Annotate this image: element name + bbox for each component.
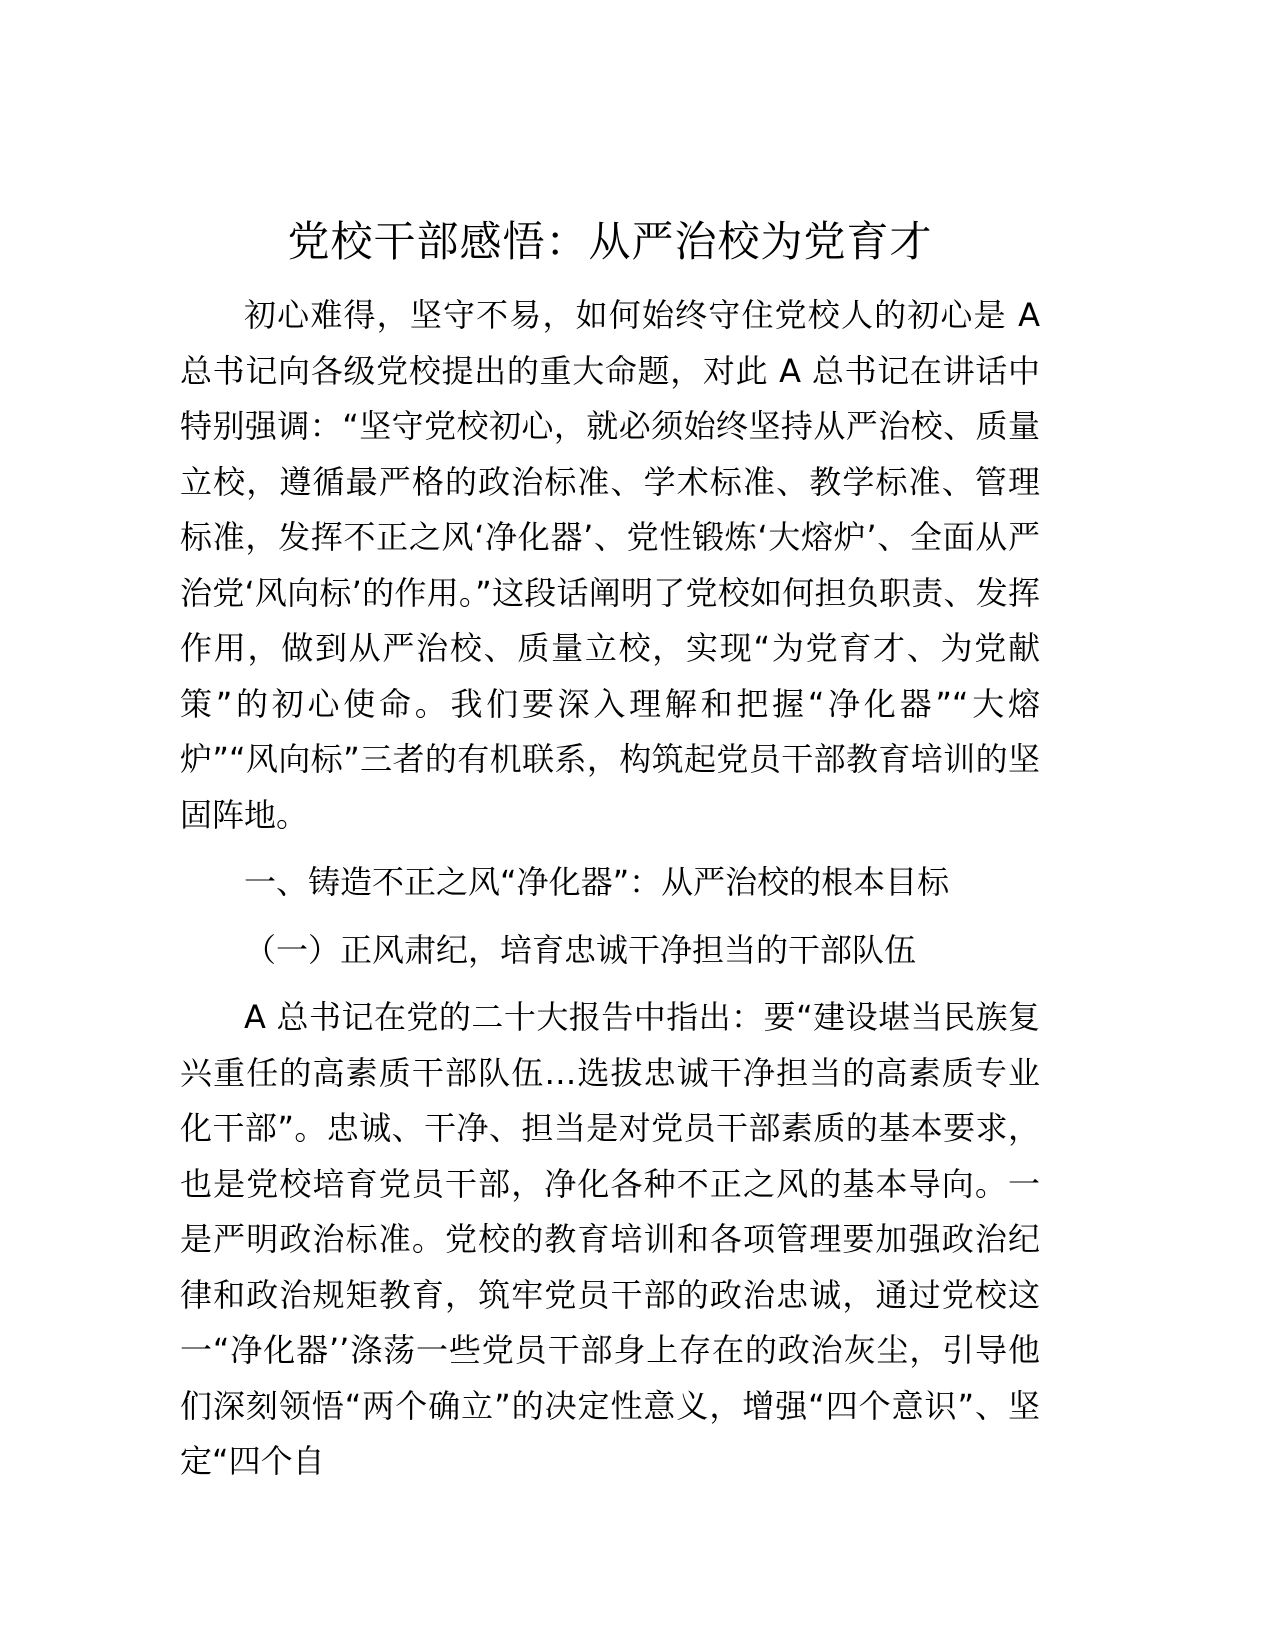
document-page [180,214,1040,1490]
document-title: 党校干部感悟：从严治校为党育才 [287,217,933,266]
body-paragraph-1: 初心难得，坚守不易，如何始终守住党校人的初心是 A 总书记向各级党校提出的重大命题，对此 A 总书记在讲话中特别强调：“坚守党校初心，就必须始终坚持从严治校、质量立校，遵循最严格的政治标准、学术标准、教学标准、管理标准，发挥不正之风‘净化器’、党性锻炼‘大熔炉’、全面从严治党‘风向标’的作用。”这段话阐明了党校如何担负职责、发挥作用，做到从严治校、质量立校，实现“为党育才、为党献策”的初心使命。我们要深入理解和把握“净化器”“大熔炉”“风向标”三者的有机联系，构筑起党员干部教育培训的坚固阵地。 [180,296,1040,834]
body-paragraph-2: A 总书记在党的二十大报告中指出：要“建设堪当民族复兴重任的高素质干部队伍…选拔忠诚干净担当的高素质专业化干部”。忠诚、干净、担当是对党员干部素质的基本要求，也是党校培育党员干部，净化各种不正之风的基本导向。一是严明政治标准。党校的教育培训和各项管理要加强政治纪律和政治规矩教育，筑牢党员干部的政治忠诚，通过党校这一“净化器’’涤荡一些党员干部身上存在的政治灰尘，引导他们深刻领悟“两个确立”的决定性意义，增强“四个意识”、坚定“四个自 [180,998,1040,1480]
subsection-heading-1: （一）正风肃纪，培育忠诚干净担当的干部队伍 [244,930,917,969]
section-heading-1: 一、铸造不正之风“净化器”：从严治校的根本目标 [244,863,950,901]
